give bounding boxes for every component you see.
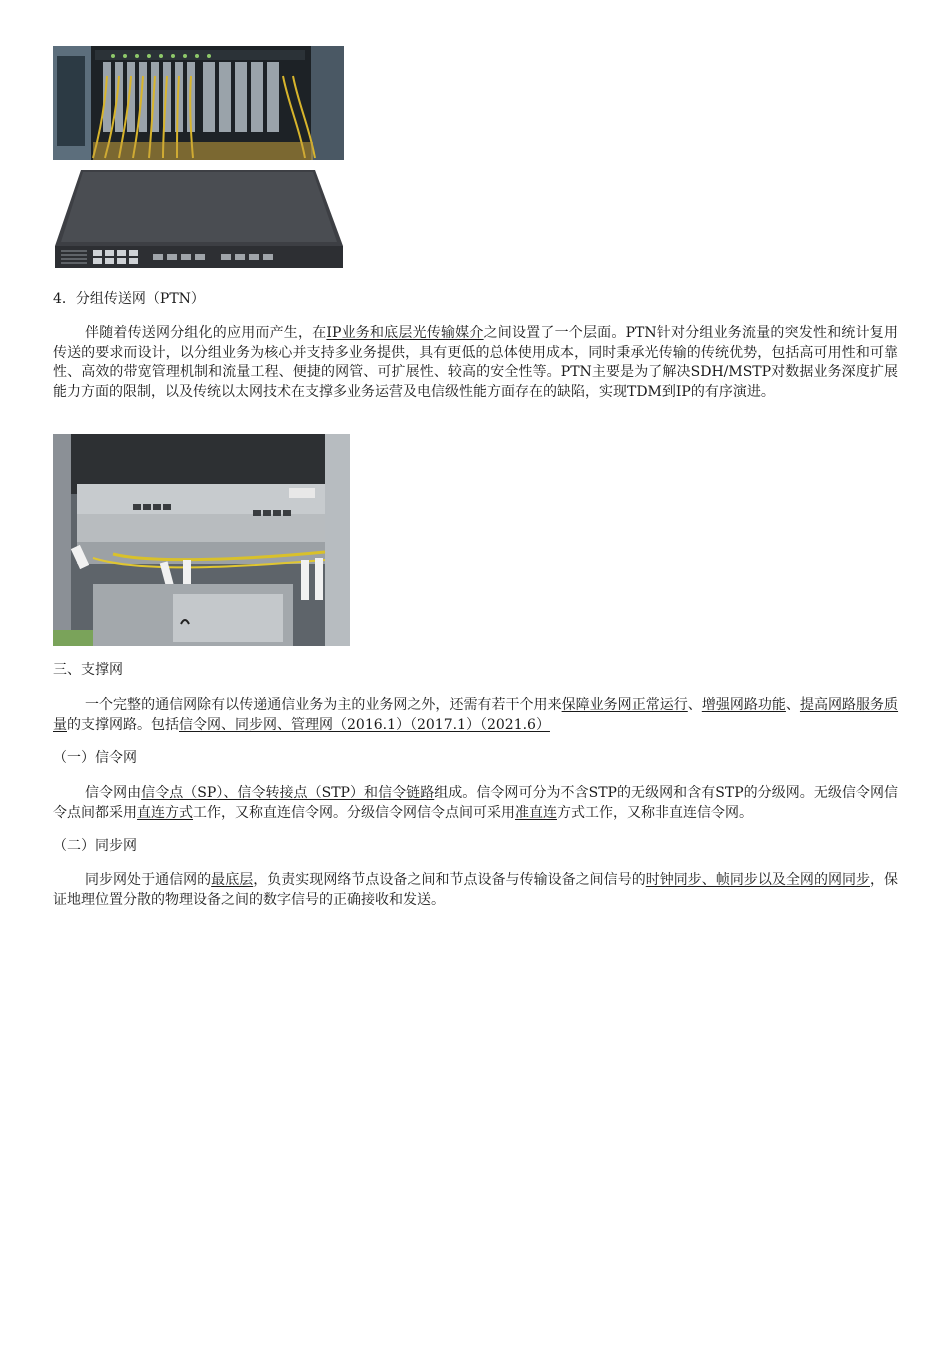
section-4-heading: 4．分组传送网（PTN） [53, 291, 205, 307]
ptn-cabinet-photo [53, 434, 350, 646]
underlined-term: 准直连 [515, 804, 557, 821]
network-device-photo [53, 168, 344, 272]
underlined-term: 信令网、同步网、管理网（2016.1）（2017.1）（2021.6） [179, 716, 550, 733]
sync-network-heading: （二）同步网 [53, 838, 137, 854]
underlined-term: 增强网路功能 [701, 697, 786, 713]
section-3-heading: 三、支撑网 [53, 662, 123, 678]
underlined-term: 提高网路服务质量 [53, 697, 899, 733]
underlined-term: 直连方式 [137, 804, 193, 821]
underlined-term: 最底层 [211, 872, 254, 888]
underlined-term: 信令点（SP）、信令转接点（STP）和信令链路 [141, 785, 435, 801]
ptn-underlined-term: IP业务和底层光传输媒介 [326, 325, 484, 341]
underlined-term: 保障业务网正常运行 [561, 697, 688, 713]
rack-equipment-photo [53, 46, 344, 160]
support-network-paragraph: 一个完整的通信网除有以传递通信业务为主的业务网之外，还需有若干个用来保障业务网正常运行、增强网路功能、提高网路服务质量的支撑网路。包括信令网、同步网、管理网（2016.1）（2017.1）（2021.6） [53, 697, 899, 733]
sync-network-paragraph: 同步网处于通信网的最底层，负责实现网络节点设备之间和节点设备与传输设备之间信号的时钟同步、帧同步以及全网的网同步，保证地理位置分散的物理设备之间的数字信号的正确接收和发送。 [53, 872, 899, 908]
signaling-network-paragraph: 信令网由信令点（SP）、信令转接点（STP）和信令链路组成。信令网可分为不含STP的无级网和含有STP的分级网。无级信令网信令点间都采用直连方式工作，又称直连信令网。分级信令网信令点间可采用准直连方式工作，又称非直连信令网。 [53, 785, 899, 821]
ptn-paragraph: 伴随着传送网分组化的应用而产生，在IP业务和底层光传输媒介之间设置了一个层面。PTN针对分组业务流量的突发性和统计复用传送的要求而设计，以分组业务为核心并支持多业务提供，具有更低的总体使用成本，同时秉承光传输的传统优势，包括高可用性和可靠性、高效的带宽管理机制和流量工程、便捷的网管、可扩展性、较高的安全性等。PTN主要是为了解决SDH/MSTP对数据业务深度扩展能力方面的限制，以及传统以太网技术在支撑多业务运营及电信级性能方面存在的缺陷，实现TDM到IP的有序演进。 [53, 325, 898, 400]
underlined-term: 时钟同步、帧同步以及全网的网同步 [645, 872, 871, 888]
signaling-network-heading: （一）信令网 [53, 750, 137, 766]
